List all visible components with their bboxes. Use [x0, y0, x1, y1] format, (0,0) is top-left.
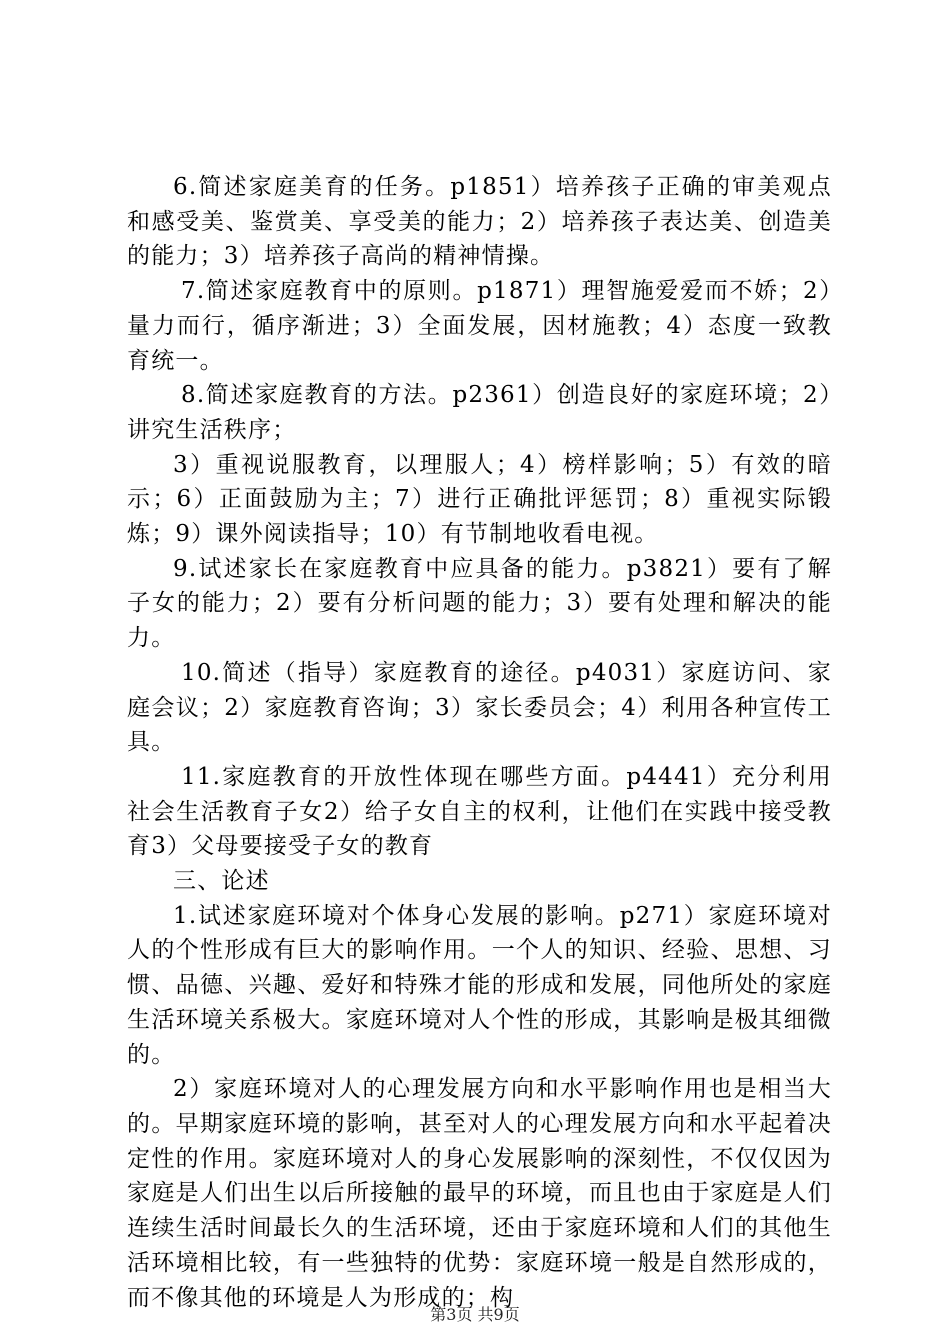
- paragraph: 9.试述家长在家庭教育中应具备的能力。p3821）要有了解子女的能力；2）要有分析问题的能力；3）要有处理和解决的能力。: [127, 555, 832, 652]
- section-heading: 三、论述: [173, 868, 270, 895]
- paragraph: 10.简述（指导）家庭教育的途径。p4031）家庭访问、家庭会议；2）家庭教育咨询；3）家长委员会；4）利用各种宣传工具。: [127, 659, 832, 756]
- paragraph: 2）家庭环境对人的心理发展方向和水平影响作用也是相当大的。早期家庭环境的影响，甚至对人的心理发展方向和水平起着决定性的作用。家庭环境对人的身心发展影响的深刻性，不仅仅因为家庭是人们出生以后所接触的最早的环境，而且也由于家庭是人们连续生活时间最长久的生活环境，还由于家庭环境和人们的其他生活环境相比较，有一些独特的优势：家庭环境一般是自然形成的，而不像其他的环境是人为形成的；构: [127, 1076, 832, 1311]
- page-number-footer: 第3页 共9页: [430, 1305, 520, 1324]
- paragraph: 3）重视说服教育，以理服人；4）榜样影响；5）有效的暗示；6）正面鼓励为主；7）进行正确批评惩罚；8）重视实际锻炼；9）课外阅读指导；10）有节制地收看电视。: [127, 451, 832, 548]
- paragraph: 7.简述家庭教育中的原则。p1871）理智施爱爱而不娇；2）量力而行，循序渐进；3）全面发展，因材施教；4）态度一致教育统一。: [127, 278, 832, 374]
- paragraph: 8.简述家庭教育的方法。p2361）创造良好的家庭环境；2）讲究生活秩序；: [127, 382, 832, 443]
- paragraph: 6.简述家庭美育的任务。p1851）培养孩子正确的审美观点和感受美、鉴赏美、享受美的能力；2）培养孩子表达美、创造美的能力；3）培养孩子高尚的精神情操。: [127, 174, 832, 270]
- document-body: [127, 170, 832, 1315]
- paragraph: 11.家庭教育的开放性体现在哪些方面。p4441）充分利用社会生活教育子女2）给子女自主的权利，让他们在实践中接受教育3）父母要接受子女的教育: [127, 763, 832, 860]
- paragraph: 1.试述家庭环境对个体身心发展的影响。p271）家庭环境对人的个性形成有巨大的影响作用。一个人的知识、经验、思想、习惯、品德、兴趣、爱好和特殊才能的形成和发展，同他所处的家庭生活环境关系极大。家庭环境对人个性的形成，其影响是极其细微的。: [127, 902, 832, 1068]
